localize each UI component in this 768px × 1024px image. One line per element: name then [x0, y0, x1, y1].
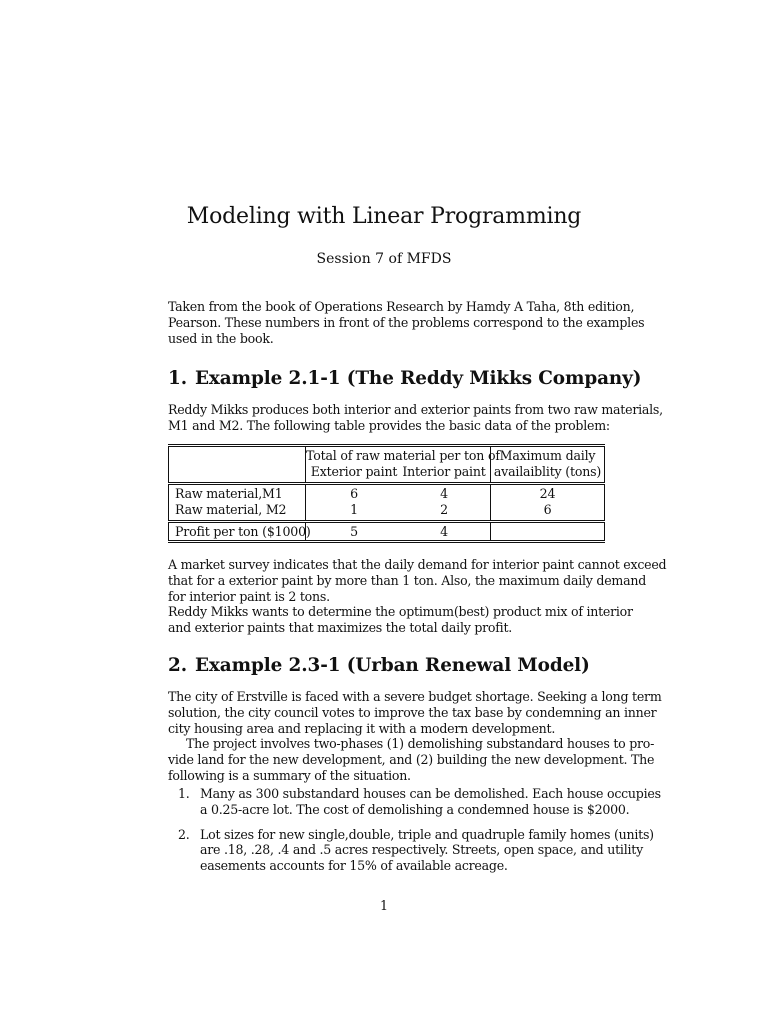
list-item: [178, 786, 661, 818]
list-item-number: 1.: [178, 786, 190, 801]
list-item-line: easements accounts for 15% of available acreage.: [200, 858, 508, 874]
paragraph-line: for interior paint is 2 tons.: [168, 588, 330, 604]
document-subtitle: Session 7 of MFDS: [316, 251, 452, 267]
list-item-text: [200, 786, 661, 818]
section-1-title: Example 2.1-1 (The Reddy Mikks Company): [195, 368, 642, 389]
paragraph-line: following is a summary of the situation.: [168, 767, 411, 783]
section-1-paragraph-1: [168, 402, 663, 434]
list-item-text: [200, 826, 654, 874]
list-item-line: Many as 300 substandard houses can be demolished. Each house occupies: [200, 786, 661, 801]
section-1-paragraph-2: [168, 557, 667, 636]
document-title: Modeling with Linear Programming: [186, 204, 582, 229]
section-2-number: 2.: [168, 655, 187, 676]
table-cell: 2: [440, 502, 448, 517]
table-rule-body-double: [168, 522, 605, 523]
paragraph-line: Reddy Mikks produces both interior and exterior paints from two raw materials,: [168, 402, 663, 417]
intro-line: Pearson. These numbers in front of the problems correspond to the examples: [168, 314, 645, 330]
section-2-paragraph-2: [168, 736, 655, 783]
table-rule-bottom: [168, 540, 605, 541]
paragraph-line: The city of Erstville is faced with a severe budget shortage. Seeking a long term: [168, 689, 662, 704]
table-rule-top-double: [168, 446, 605, 447]
section-2-heading: [168, 655, 590, 676]
table-row-label: Profit per ton ($1000): [175, 524, 311, 539]
paragraph-line: vide land for the new development, and (2) building the new development. The: [168, 751, 655, 767]
table-vrule: [604, 523, 605, 540]
table-rule-top: [168, 444, 605, 445]
paragraph-line: M1 and M2. The following table provides the basic data of the problem:: [168, 417, 610, 433]
paragraph-line: city housing area and replacing it with a modern development.: [168, 720, 556, 736]
table-vrule: [604, 447, 605, 482]
table-cell: 6: [350, 486, 358, 501]
section-2-title: Example 2.3-1 (Urban Renewal Model): [195, 655, 590, 676]
table-vrule: [168, 523, 169, 540]
paragraph-line: solution, the city council votes to improve the tax base by condemning an inner: [168, 704, 657, 720]
table-rule-body: [168, 520, 605, 521]
table-row-label: Raw material,M1: [175, 486, 283, 501]
list-item-line: Lot sizes for new single,double, triple and quadruple family homes (units): [200, 826, 654, 842]
section-1-number: 1.: [168, 368, 187, 389]
paragraph-line: that for a exterior paint by more than 1 ton. Also, the maximum daily demand: [168, 572, 647, 588]
table-vrule: [168, 447, 169, 482]
table-header-group: Total of raw material per ton of: [306, 448, 500, 463]
table-rule-bottom-double: [168, 542, 605, 543]
list-item: [178, 826, 654, 874]
list-item-number: 2.: [178, 826, 190, 842]
table-header-exterior: Exterior paint: [310, 464, 398, 479]
intro-line: Taken from the book of Operations Research by Hamdy A Taha, 8th edition,: [168, 299, 635, 314]
list-item-line: are .18, .28, .4 and .5 acres respectively. Streets, open space, and utility: [200, 842, 643, 858]
table-cell: 6: [543, 502, 552, 517]
situation-list: [178, 786, 661, 874]
page-number: 1: [379, 898, 388, 913]
table-cell: 24: [539, 486, 556, 501]
table-cell: 4: [440, 486, 448, 501]
paragraph-line: and exterior paints that maximizes the total daily profit.: [168, 620, 513, 636]
section-1-heading: [168, 368, 641, 389]
raw-material-table: [168, 444, 605, 545]
table-cell: 5: [350, 524, 358, 539]
table-vrule: [604, 485, 605, 520]
table-rule-header-double: [168, 484, 605, 485]
paragraph-line: A market survey indicates that the daily demand for interior paint cannot exceed: [168, 557, 667, 572]
table-header-max: availaiblity (tons): [493, 464, 602, 479]
table-cell: 1: [350, 502, 358, 517]
table-cell: 4: [440, 524, 448, 539]
table-header-max: Maximum daily: [499, 448, 596, 463]
paragraph-line: Reddy Mikks wants to determine the optimum(best) product mix of interior: [168, 604, 633, 620]
list-item-line: a 0.25-acre lot. The cost of demolishing a condemned house is $2000.: [200, 801, 630, 817]
section-2-paragraph-1: [168, 689, 662, 736]
table-row-label: Raw material, M2: [175, 502, 287, 517]
table-vrule: [168, 485, 169, 520]
table-header-interior: Interior paint: [402, 464, 486, 479]
intro-paragraph: [168, 299, 645, 346]
table-rule-header: [168, 482, 605, 483]
intro-line: used in the book.: [168, 330, 274, 346]
paragraph-line: The project involves two-phases (1) demolishing substandard houses to pro-: [186, 736, 655, 751]
